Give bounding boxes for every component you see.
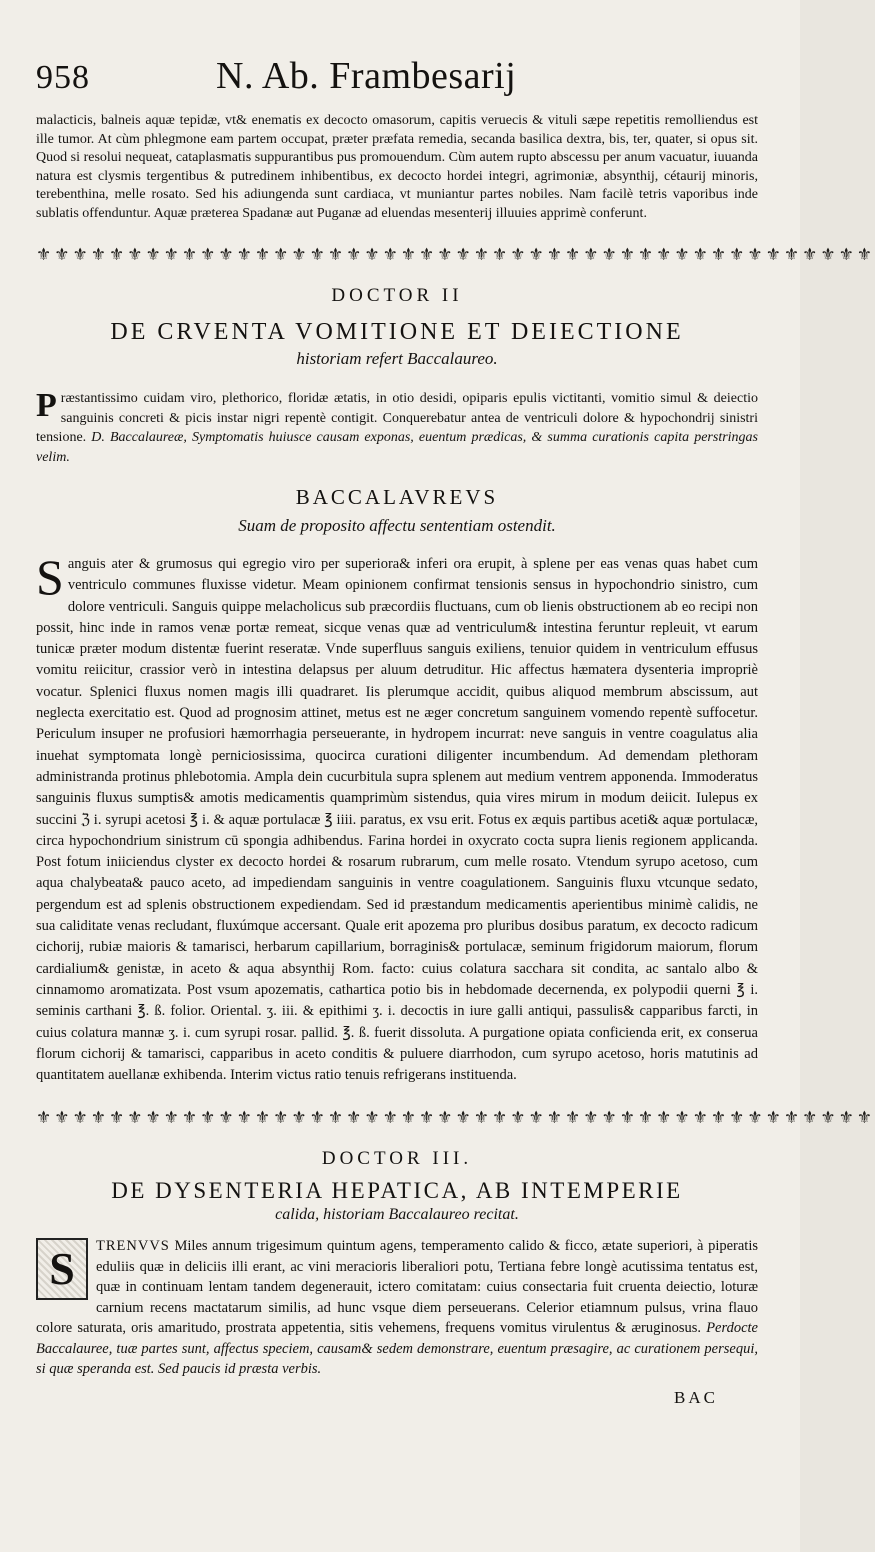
ornament-band-1: ⚜⚜⚜⚜⚜⚜⚜⚜⚜⚜⚜⚜⚜⚜⚜⚜⚜⚜⚜⚜⚜⚜⚜⚜⚜⚜⚜⚜⚜⚜⚜⚜⚜⚜⚜⚜⚜⚜⚜⚜⚜⚜⚜⚜⚜⚜ — [36, 245, 875, 265]
doctor-iii-question: Perdocte Baccalauree, tuæ partes sunt, affectus speciem, causam& sedem demonstrare, euentum præsagire, ac curationem persequi, si quæ speranda est. Sed paucis id præsta verbis. — [36, 1320, 758, 1378]
ornament-band-2: ⚜⚜⚜⚜⚜⚜⚜⚜⚜⚜⚜⚜⚜⚜⚜⚜⚜⚜⚜⚜⚜⚜⚜⚜⚜⚜⚜⚜⚜⚜⚜⚜⚜⚜⚜⚜⚜⚜⚜⚜⚜⚜⚜⚜⚜⚜ — [36, 1108, 875, 1129]
doctor-iii-title: DE DYSENTERIA HEPATICA, AB INTEMPERIE — [111, 1178, 683, 1204]
baccalaureus-answer-text: anguis ater & grumosus qui egregio viro per superiora& inferi ora erupit, à splene per eas venas quas habet cum ventriculo communes fluxisse videtur. Meam opinionem confirmat tensionis sensus in hypochondrio sinistro, cum dolore ventriculi. Sanguis quippe melacholicus sub præcordiis fluctuans, cum ob lienis obstructionem ab eo recipi non possit, hinc inde in ramos venæ portæ remeat, sicque venas quæ ad ventriculum& intestina feruntur repleuit, vt earum tunicæ præter modum distentæ fuerint reseratæ. Vnde superfluus sanguis exiliens, tenuior quidem in ventriculum effusus vomitu reiicitur, crassior verò in intestina delapsus per aluum detruditur. Hic affectus hæmatera dysenteria impropriè vocatur. Splenici fluxus nomen magis illi quadraret. Iis plerumque accidit, quibus aliquod membrum abscissum, aut neglecta exercitatio est. Quod ad prognosim attinet, metus est ne æger concretum sanguinem vomendo repentè suffocetur. Periculum insuper ne profusiori hæmorrhagia perseuerante, in hydropem incurrat: neve sanguis in ventre coagulatus alia inuehat symptomata longè perniciosissima, quocirca curationi diligenter incumbendum. Ad demendam plethoram administranda protinus phlebotomia. Ampla dein cucurbitula supra splenem aut medium ventrem apponenda. Immoderatus sanguinis fluxus sumptis& amotis medicamentis quamprimùm sistendus, quia vires mirum in modum deiicit. Iulepus ex succini ℨ i. syrupi acetosi ℥ i. & aquæ portulacæ ℥ iiii. paratus, ex vsu erit. Fotus ex æquis partibus aceti& aquæ portulacæ, circa hypochondrium sinistrum cū spongia adhibendus. Farina hordei in oxycrato cocta supra lienis regionem applicanda. Post fotum iniiciendus clyster ex decocto hordei & rosarum rubrarum, cum melle rosato. Vtendum syrupo acetoso, cum aqua chalybeata& pauco aceto, ad impediendam sanguinis in ventre coagulationem. Sanguinis fluxu vtcunque sedato, pergendum est ad splenis obstructionem expediendam. Sed id præstandum medicamentis aperientibus minimè calidis, ne sua caliditate venas recludant, fluxúmque accersant. Quale erit apozema pro pluribus dosibus paratum, ex decocto radicum cichorij, rubiæ maioris & tamarisci, herbarum capillarium, borraginis& portulacæ, seminum frigidorum maiorum, florum cardialium& genistæ, in aceto & aqua absynthij Rom. facto: cuius colatura sacchara sit condita, ac santalo albo & cinnamomo aromatizata. Post vsum apozematis, cathartica potio bis in hebdomade decernenda, ex polypodii querni ℥ i. seminis carthani ℥. ß. folior. Oriental. ʒ. iii. & epithimi ʒ. i. decoctis in iure galli antiqui, passulis& capparibus farcti, in cuius colatura mannæ ʒ. i. cum syrupi rosar. pallid. ℥. ß. fuerit dissoluta. A purgatione opiata conficienda erit, ex conserua florum cichorij & tamarisci, capparibus in aceto conditis & puluere diarrhodon, cum syrupo acetoso, horis matutinis ad quantitatem auellanæ exhibenda. Interim victus ratio tenuis refrigerans instituenda. — [36, 556, 758, 1084]
page-number: 958 — [36, 59, 90, 96]
doctor-iii-case — [36, 1236, 758, 1380]
doctor-iii-subtitle: calida, historiam Baccalaureo recitat. — [275, 1206, 519, 1224]
doctor-ii-title: DE CRVENTA VOMITIONE ET DEIECTIONE — [110, 319, 684, 345]
doctor-ii-question: D. Baccalaureæ, Symptomatis huiusce causam exponas, euentum prædicas, & summa curationis capita perstringas velim. — [36, 430, 759, 465]
baccalaureus-initial: S — [36, 549, 64, 605]
catchword: BAC — [674, 1387, 718, 1407]
baccalaureus-label: BACCALAVREVS — [295, 485, 499, 509]
doctor-ii-case-text: ræstantissimo cuidam viro, plethorico, floridæ ætatis, in otio desidi, opiparis epulis victitanti, vomitio simul & deiectio sanguinis concreti & picis instar nigri repentè contigit. Conquerebatur antea de ventriculi dolore & hypochondrij sinistri tensione. — [36, 391, 758, 445]
running-head — [36, 54, 758, 104]
running-title: N. Ab. Frambesarij — [216, 55, 517, 97]
doctor-ii-subtitle: historiam refert Baccalaureo. — [296, 349, 498, 368]
doctor-iii-lead: TRENVVS — [96, 1238, 170, 1255]
doctor-iii-case-text: Miles annum trigesimum quintum agens, temperamento calido & ficco, ætate superiori, à piperatis eduliis quæ in deliciis illi erant, ac vini meracioris liberaliori potu, Tertiana febre longè acutissima tentatus est, quæ in continuam lentam tandem degenerauit, ictero comitatam: cuius consectaria fuit cruenta deiectio, loturæ carnium recens mactatarum similis, ad hunc vsque diem perseuerans. Celerior etiamnum pulsus, vrina flauo colore saturata, oris amaritudo, prostrata appetentia, sitis vehemens, frequens vomitus virulentus & æruginosus. — [36, 1238, 758, 1337]
doctor-iii-label: DOCTOR III. — [321, 1148, 473, 1170]
doctor-iii-initial: S — [36, 1238, 88, 1300]
doctor-ii-case — [36, 389, 758, 467]
doctor-ii-initial: P — [36, 387, 57, 424]
doctor-ii-label: DOCTOR II — [331, 285, 463, 306]
baccalaureus-subtitle: Suam de proposito affectu sententiam ostendit. — [238, 516, 556, 535]
intro-paragraph: malacticis, balneis aquæ tepidæ, vt& enematis ex decocto omasorum, capitis veruecis & vituli sæpe repetitis remolliendus est ille tumor. At cùm phlegmone eam partem occupat, præter præfata remedia, secanda basilica dextra, bis, ter, quater, si opus sit. Quod si resolui nequeat, cataplasmatis suppurantibus pus promouendum. Cùm autem rupto abscessu per anum vacuatur, iuuanda natura est clysmis tergentibus & putredinem inhibentibus, ex decocto hordei integri, agrimoniæ, absynthij, cétaurij minoris, terebenthina, melle rosato. Sed his adiungenda sunt cardiaca, vt muniantur partes nobiles. Nam facilè tetris vaporibus inde sublatis offenduntur. Aquæ præterea Spadanæ aut Puganæ ad eluendas mesenterij illuuies apprimè conferunt. — [36, 113, 758, 221]
baccalaureus-answer — [36, 549, 758, 1086]
